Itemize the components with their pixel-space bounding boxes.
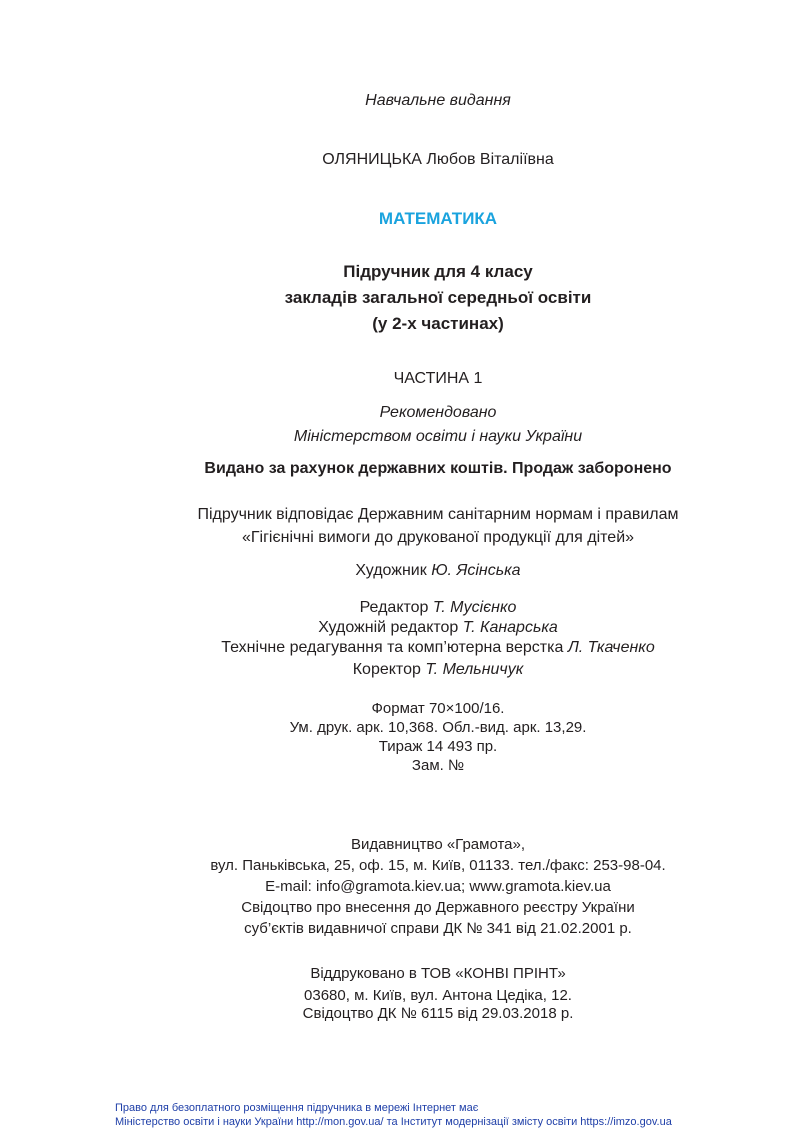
credit-art-editor: [38, 619, 800, 637]
author: ОЛЯНИЦЬКА Любов Віталіївна: [322, 151, 554, 168]
credit-role: Коректор: [352, 661, 421, 678]
subtitle-line-3: (у 2-х частинах): [372, 314, 504, 333]
print-spec-circulation: Тираж 14 493 пр.: [378, 738, 498, 755]
artist-credit: [38, 562, 800, 580]
recommended-line-1: Рекомендовано: [379, 404, 497, 421]
credit-editor: [38, 599, 800, 617]
book-title: МАТЕМАТИКА: [378, 209, 498, 228]
printer-name: Віддруковано в ТОВ «КОНВІ ПРІНТ»: [310, 965, 566, 982]
credit-proofreader: [38, 661, 800, 679]
publisher-registry-line-1: Свідоцтво про внесення до Державного реєстру України: [241, 899, 635, 916]
artist-name: Ю. Ясінська: [431, 562, 521, 579]
subtitle-line-1: Підручник для 4 класу: [343, 262, 533, 281]
credit-role: Редактор: [359, 599, 429, 616]
part-label: ЧАСТИНА 1: [393, 370, 483, 387]
publisher-contacts: E-mail: info@gramota.kiev.ua; www.gramota.kiev.ua: [265, 878, 611, 895]
print-spec-order: Зам. №: [411, 757, 465, 774]
publisher-registry-line-2: суб’єктів видавничої справи ДК № 341 від 21.02.2001 р.: [244, 920, 632, 937]
edition-type: Навчальне видання: [365, 92, 511, 109]
sanitary-line-1: Підручник відповідає Державним санітарним нормам і правилам: [197, 506, 679, 523]
footer-rights-notice: [115, 1101, 672, 1129]
publisher-name: Видавництво «Грамота»,: [350, 836, 526, 853]
artist-role: Художник: [355, 562, 427, 579]
credit-role: Технічне редагування та комп’ютерна верстка: [221, 639, 564, 656]
credit-name: Т. Мельничук: [425, 661, 524, 678]
printer-address: 03680, м. Київ, вул. Антона Цедіка, 12.: [304, 987, 572, 1004]
publisher-address: вул. Паньківська, 25, оф. 15, м. Київ, 01133. тел./факс: 253-98-04.: [210, 857, 666, 874]
credit-name: Т. Мусієнко: [432, 599, 517, 616]
credit-name: Т. Канарська: [462, 619, 558, 636]
recommended-line-2: Міністерством освіти і науки України: [293, 428, 583, 445]
sanitary-line-2: «Гігієнічні вимоги до друкованої продукції для дітей»: [241, 529, 635, 546]
credit-layout: [38, 639, 800, 657]
print-spec-sheets: Ум. друк. арк. 10,368. Обл.-вид. арк. 13,29.: [289, 719, 587, 736]
footer-line-1: Право для безоплатного розміщення підручника в мережі Інтернет має: [115, 1102, 479, 1114]
state-funds-notice: Видано за рахунок державних коштів. Продаж заборонено: [204, 460, 672, 477]
credit-role: Художній редактор: [318, 619, 459, 636]
subtitle-line-2: закладів загальної середньої освіти: [284, 288, 592, 307]
footer-line-2: Міністерство освіти і науки України http://mon.gov.ua/ та Інститут модернізації змісту освіти https://imzo.gov.ua: [115, 1116, 672, 1128]
printer-certificate: Свідоцтво ДК № 6115 від 29.03.2018 р.: [302, 1005, 574, 1022]
credit-name: Л. Ткаченко: [567, 639, 655, 656]
print-spec-format: Формат 70×100/16.: [371, 700, 505, 717]
